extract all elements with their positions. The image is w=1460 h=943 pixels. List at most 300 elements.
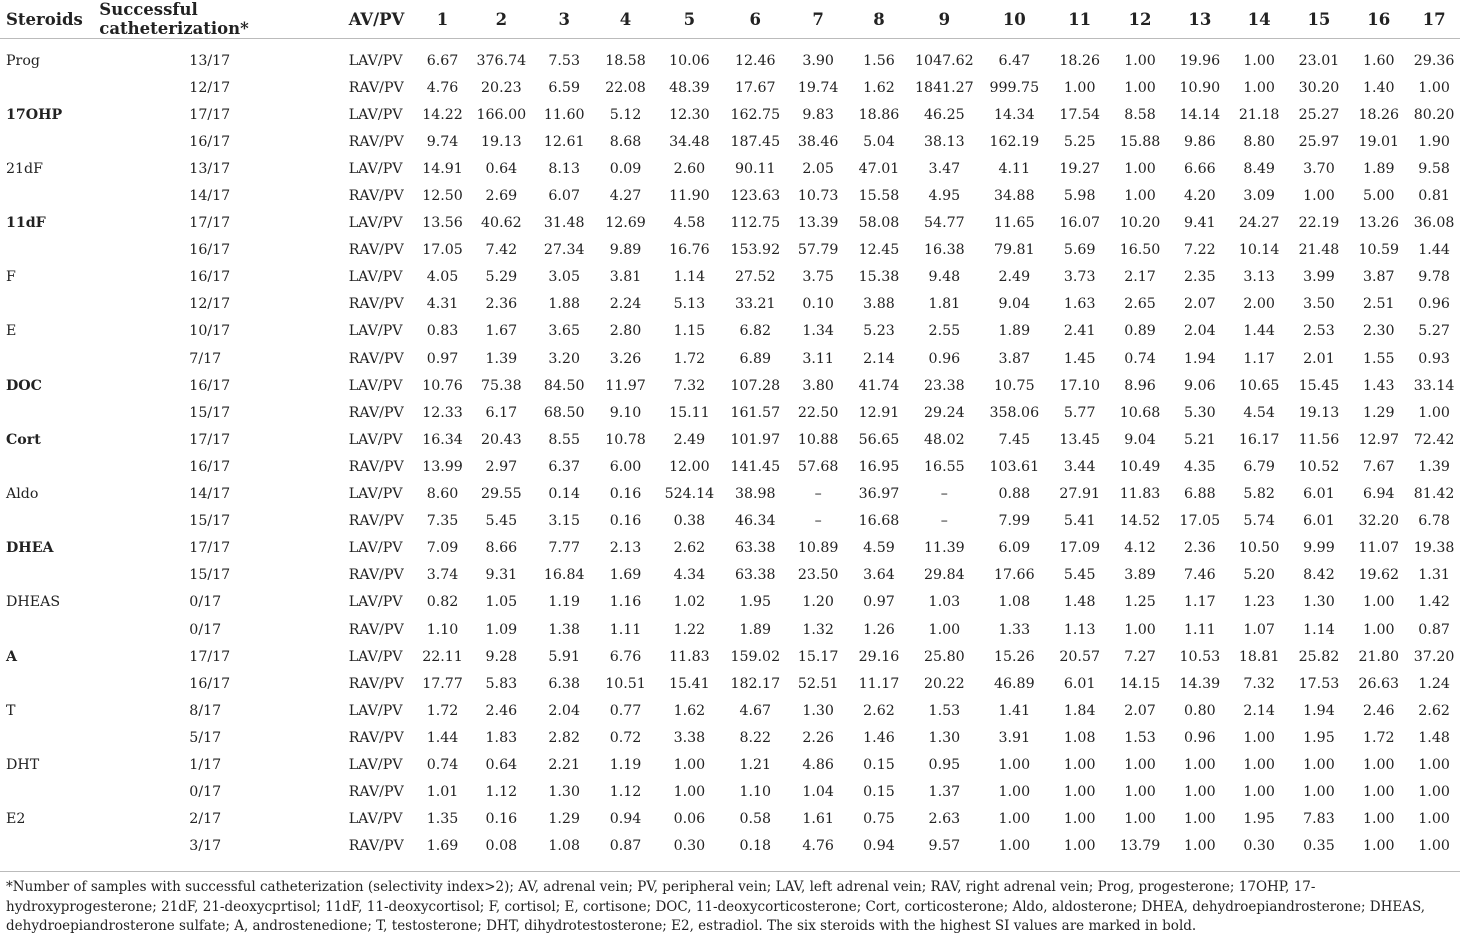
value-cell: 1.00 — [1124, 621, 1156, 638]
value-cell: 1.00 — [1418, 756, 1450, 773]
value-cell: 1.20 — [802, 594, 834, 611]
steroid-name-cell: Prog — [6, 52, 40, 69]
value-cell: 14.14 — [1179, 106, 1221, 123]
value-cell: 2.00 — [1243, 296, 1275, 313]
value-cell: 5.27 — [1418, 323, 1450, 340]
value-cell: 0.94 — [863, 838, 895, 855]
value-cell: 1.38 — [548, 621, 580, 638]
value-cell: 7.53 — [548, 52, 580, 69]
value-cell: 1.00 — [1303, 784, 1335, 801]
value-cell: 101.97 — [730, 431, 781, 448]
value-cell: 3.87 — [998, 350, 1031, 367]
value-cell: 22.08 — [605, 79, 646, 96]
value-cell: 3.91 — [998, 729, 1031, 746]
value-cell: 1.00 — [1243, 79, 1275, 96]
value-cell: 1.00 — [1063, 756, 1096, 773]
value-cell: 0.38 — [673, 513, 706, 530]
value-cell: 0.64 — [485, 756, 518, 773]
value-cell: 1.72 — [1362, 729, 1395, 746]
value-cell: 1.44 — [1243, 323, 1275, 340]
value-cell: 1.04 — [802, 784, 834, 801]
value-cell: 0.95 — [928, 756, 961, 773]
value-cell: 1.00 — [1124, 52, 1156, 69]
table-row — [0, 670, 1460, 697]
table-row — [0, 264, 1460, 291]
column-header: 4 — [595, 0, 656, 39]
value-cell: 3.05 — [548, 269, 580, 286]
value-cell: 162.75 — [730, 106, 781, 123]
catheterization-cell: 17/17 — [189, 431, 231, 448]
value-cell: 1.88 — [548, 296, 580, 313]
value-cell: 9.74 — [426, 133, 459, 150]
value-cell: 5.82 — [1243, 486, 1275, 503]
value-cell: 1.17 — [1243, 350, 1275, 367]
value-cell: 6.76 — [609, 648, 642, 665]
table-row — [0, 508, 1460, 535]
table-row — [0, 399, 1460, 426]
value-cell: 15.88 — [1119, 133, 1161, 150]
value-cell: 0.06 — [673, 811, 706, 828]
value-cell: 6.88 — [1184, 486, 1216, 503]
value-cell: 1.89 — [739, 621, 772, 638]
value-cell: 1.00 — [1243, 756, 1275, 773]
table-footnote: *Number of samples with successful catheterization (selectivity index>2); AV, adrenal vein; PV, peripheral vein; LAV, left adrenal vein; RAV, right adrenal vein; Prog, progesterone; 17OHP, 17-hydroxyprogesterone; 21dF, 21-deoxycprtisol; 11dF, 11-deoxycortisol; F, cortisol; E, cortisone; DOC, 11-deoxycorticosterone; Cort, corticosterone; Aldo, aldosterone; DHEA, dehydroepiandrosterone; DHEAS, dehydroepiandrosterone sulfate; A, androstenedione; T, testosterone; DHT, dihydrotestosterone; E2, estradiol. The six steroids with the highest SI values are marked in bold. — [6, 879, 1426, 934]
catheterization-cell: 1/17 — [189, 756, 222, 773]
value-cell: 2.24 — [609, 296, 642, 313]
value-cell: 1.00 — [1362, 621, 1395, 638]
value-cell: 10.14 — [1238, 242, 1280, 259]
value-cell: 1.39 — [1418, 458, 1450, 475]
value-cell: 187.45 — [730, 133, 781, 150]
value-cell: 1.00 — [998, 756, 1031, 773]
value-cell: 22.19 — [1298, 215, 1340, 232]
column-header: 15 — [1289, 0, 1350, 39]
value-cell: 2.26 — [802, 729, 834, 746]
value-cell: 4.95 — [928, 188, 961, 205]
value-cell: 12.69 — [605, 215, 646, 232]
value-cell: 5.41 — [1063, 513, 1096, 530]
value-cell: 1.15 — [673, 323, 706, 340]
value-cell: 141.45 — [730, 458, 781, 475]
value-cell: 80.20 — [1413, 106, 1455, 123]
value-cell: 15.58 — [858, 188, 900, 205]
value-cell: 10.78 — [605, 431, 646, 448]
avpv-cell: RAV/PV — [348, 188, 404, 205]
value-cell: 10.52 — [1298, 458, 1340, 475]
value-cell: 29.16 — [858, 648, 900, 665]
steroid-name-cell — [0, 508, 95, 535]
value-cell: 29.55 — [481, 486, 522, 503]
value-cell: 162.19 — [989, 133, 1040, 150]
value-cell: 5.00 — [1362, 188, 1395, 205]
steroid-name-cell: 17OHP — [6, 106, 63, 123]
value-cell: 6.89 — [739, 350, 772, 367]
value-cell: 34.48 — [669, 133, 710, 150]
value-cell: 18.26 — [1059, 52, 1100, 69]
value-cell: 0.14 — [548, 486, 580, 503]
catheterization-cell: 16/17 — [189, 133, 231, 150]
value-cell: 17.05 — [422, 242, 463, 259]
value-cell: 5.30 — [1184, 404, 1216, 421]
steroid-name-cell: Aldo — [6, 486, 39, 503]
steroid-name-cell — [0, 453, 95, 480]
value-cell: 1.89 — [1362, 160, 1395, 177]
table-row — [0, 751, 1460, 778]
value-cell: 6.00 — [609, 458, 642, 475]
value-cell: 1.69 — [426, 838, 459, 855]
catheterization-cell: 16/17 — [189, 675, 231, 692]
steroid-name-cell: E2 — [6, 811, 26, 828]
value-cell: 0.81 — [1418, 188, 1450, 205]
value-cell: 0.15 — [863, 784, 895, 801]
value-cell: 6.82 — [739, 323, 772, 340]
column-header: 6 — [723, 0, 788, 39]
avpv-cell: LAV/PV — [348, 594, 403, 611]
value-cell: 0.89 — [1124, 323, 1156, 340]
value-cell: 11.07 — [1358, 540, 1400, 557]
column-header: 17 — [1408, 0, 1460, 39]
value-cell: 11.17 — [858, 675, 900, 692]
catheterization-cell: 13/17 — [189, 160, 231, 177]
table-row — [0, 643, 1460, 670]
avpv-cell: RAV/PV — [348, 729, 404, 746]
value-cell: 5.13 — [673, 296, 706, 313]
value-cell: 5.20 — [1243, 567, 1275, 584]
value-cell: 18.86 — [858, 106, 900, 123]
value-cell: 10.68 — [1119, 404, 1161, 421]
value-cell: 11.83 — [669, 648, 710, 665]
value-cell: 8.42 — [1303, 567, 1335, 584]
value-cell: 22.11 — [422, 648, 463, 665]
table-row — [0, 562, 1460, 589]
column-header: 5 — [656, 0, 723, 39]
value-cell: 1.00 — [1362, 784, 1395, 801]
value-cell: 6.17 — [485, 404, 518, 421]
value-cell: 3.89 — [1124, 567, 1156, 584]
table-row — [0, 128, 1460, 155]
value-cell: 75.38 — [481, 377, 522, 394]
value-cell: 1.61 — [802, 811, 834, 828]
value-cell: 25.82 — [1298, 648, 1340, 665]
value-cell: 1.00 — [1243, 784, 1275, 801]
value-cell: 14.22 — [422, 106, 463, 123]
catheterization-cell: 5/17 — [189, 729, 222, 746]
value-cell: 46.34 — [734, 513, 776, 530]
value-cell: 48.02 — [924, 431, 965, 448]
value-cell: 1.13 — [1063, 621, 1096, 638]
value-cell: 52.51 — [797, 675, 839, 692]
value-cell: 9.58 — [1418, 160, 1450, 177]
value-cell: 1.31 — [1418, 567, 1450, 584]
value-cell: 5.91 — [548, 648, 580, 665]
value-cell: 3.75 — [802, 269, 834, 286]
catheterization-cell: 12/17 — [189, 296, 231, 313]
avpv-cell: LAV/PV — [348, 486, 403, 503]
value-cell: 1.48 — [1063, 594, 1096, 611]
catheterization-cell: 16/17 — [189, 242, 231, 259]
steroid-name-cell: Cort — [6, 431, 41, 448]
value-cell: 3.88 — [863, 296, 895, 313]
value-cell: 9.31 — [485, 567, 518, 584]
value-cell: 12.50 — [422, 188, 463, 205]
value-cell: 21.80 — [1358, 648, 1400, 665]
value-cell: 84.50 — [543, 377, 585, 394]
value-cell: 1.30 — [928, 729, 961, 746]
value-cell: 10.89 — [797, 540, 839, 557]
value-cell: 15.45 — [1298, 377, 1340, 394]
value-cell: 4.59 — [863, 540, 895, 557]
value-cell: 10.90 — [1179, 79, 1221, 96]
value-cell: 1.10 — [426, 621, 459, 638]
value-cell: 11.56 — [1298, 431, 1340, 448]
value-cell: 112.75 — [730, 215, 781, 232]
avpv-cell: RAV/PV — [348, 621, 404, 638]
value-cell: 1.55 — [1362, 350, 1395, 367]
value-cell: 2.53 — [1303, 323, 1335, 340]
value-cell: 8.80 — [1243, 133, 1275, 150]
value-cell: 14.34 — [993, 106, 1035, 123]
value-cell: 1.00 — [1303, 756, 1335, 773]
value-cell: 0.96 — [1418, 296, 1450, 313]
value-cell: 1.29 — [1362, 404, 1395, 421]
value-cell: 7.42 — [485, 242, 518, 259]
value-cell: 4.12 — [1124, 540, 1156, 557]
value-cell: 1.90 — [1418, 133, 1450, 150]
value-cell: 15.17 — [797, 648, 839, 665]
value-cell: 2.30 — [1362, 323, 1395, 340]
value-cell: 2.51 — [1362, 296, 1395, 313]
value-cell: 2.14 — [1243, 702, 1275, 719]
table-row — [0, 210, 1460, 237]
column-header: Successful catheterization* — [95, 0, 344, 39]
value-cell: 4.05 — [426, 269, 459, 286]
value-cell: 4.20 — [1184, 188, 1216, 205]
steroid-name-cell: DOC — [6, 377, 42, 394]
value-cell: 0.58 — [739, 811, 772, 828]
table-row — [0, 589, 1460, 616]
value-cell: 1.00 — [1362, 811, 1395, 828]
value-cell: 47.01 — [858, 160, 900, 177]
catheterization-cell: 0/17 — [189, 621, 222, 638]
value-cell: 2.17 — [1124, 269, 1156, 286]
value-cell: 182.17 — [730, 675, 781, 692]
value-cell: 1.30 — [802, 702, 834, 719]
avpv-cell: LAV/PV — [348, 52, 403, 69]
value-cell: 12.30 — [669, 106, 710, 123]
value-cell: 5.29 — [485, 269, 518, 286]
value-cell: 15.26 — [993, 648, 1035, 665]
value-cell: 0.96 — [1184, 729, 1216, 746]
catheterization-cell: 17/17 — [189, 540, 231, 557]
value-cell: 1.00 — [1063, 784, 1096, 801]
value-cell: 8.49 — [1243, 160, 1275, 177]
avpv-cell: LAV/PV — [348, 269, 403, 286]
value-cell: 63.38 — [734, 567, 776, 584]
value-cell: 6.67 — [426, 52, 459, 69]
column-header: 9 — [909, 0, 979, 39]
value-cell: 1.05 — [485, 594, 518, 611]
value-cell: 4.58 — [673, 215, 706, 232]
value-cell: 3.74 — [426, 567, 459, 584]
value-cell: 13.45 — [1059, 431, 1100, 448]
steroid-name-cell — [0, 237, 95, 264]
steroid-name-cell: DHT — [6, 756, 40, 773]
value-cell: 1.01 — [426, 784, 459, 801]
value-cell: 7.99 — [998, 513, 1031, 530]
value-cell: 8.66 — [485, 540, 518, 557]
value-cell: 4.54 — [1243, 404, 1275, 421]
value-cell: 2.55 — [928, 323, 961, 340]
catheterization-cell: 13/17 — [189, 52, 231, 69]
value-cell: 1.11 — [609, 621, 642, 638]
value-cell: 1.45 — [1063, 350, 1096, 367]
value-cell: 6.78 — [1418, 513, 1450, 530]
avpv-cell: LAV/PV — [348, 377, 403, 394]
value-cell: 16.17 — [1238, 431, 1280, 448]
steroid-name-cell — [0, 779, 95, 806]
value-cell: 6.66 — [1184, 160, 1216, 177]
value-cell: 17.05 — [1179, 513, 1221, 530]
value-cell: 0.30 — [673, 838, 706, 855]
table-row — [0, 535, 1460, 562]
column-header: 16 — [1349, 0, 1408, 39]
value-cell: 6.79 — [1243, 458, 1275, 475]
table-row — [0, 155, 1460, 182]
value-cell: 14.52 — [1119, 513, 1161, 530]
value-cell: 20.57 — [1059, 648, 1100, 665]
value-cell: 2.35 — [1184, 269, 1216, 286]
value-cell: 5.45 — [485, 513, 518, 530]
avpv-cell: RAV/PV — [348, 458, 404, 475]
value-cell: 6.01 — [1303, 513, 1335, 530]
table-row — [0, 453, 1460, 480]
value-cell: 19.96 — [1179, 52, 1221, 69]
value-cell: 4.34 — [673, 567, 706, 584]
catheterization-cell: 17/17 — [189, 215, 231, 232]
table-row — [0, 74, 1460, 101]
avpv-cell: LAV/PV — [348, 702, 403, 719]
value-cell: 16.76 — [669, 242, 710, 259]
catheterization-cell: 14/17 — [189, 486, 231, 503]
value-cell: 0.09 — [609, 160, 642, 177]
value-cell: 3.70 — [1303, 160, 1335, 177]
avpv-cell: RAV/PV — [348, 296, 404, 313]
steroid-name-cell: E — [6, 323, 17, 340]
value-cell: 0.82 — [426, 594, 459, 611]
value-cell: 1.08 — [548, 838, 580, 855]
value-cell: 18.26 — [1358, 106, 1400, 123]
value-cell: 9.78 — [1418, 269, 1450, 286]
value-cell: 1.09 — [485, 621, 518, 638]
value-cell: 57.79 — [797, 242, 839, 259]
steroid-name-cell — [0, 128, 95, 155]
value-cell: 13.26 — [1358, 215, 1400, 232]
value-cell: 3.65 — [548, 323, 580, 340]
value-cell: 2.41 — [1063, 323, 1096, 340]
value-cell: 19.62 — [1358, 567, 1400, 584]
value-cell: 1.00 — [1063, 811, 1096, 828]
value-cell: 0.16 — [485, 811, 518, 828]
value-cell: 1.00 — [998, 784, 1031, 801]
steroid-name-cell — [0, 670, 95, 697]
value-cell: 19.13 — [481, 133, 522, 150]
value-cell: 1.08 — [998, 594, 1031, 611]
value-cell: 14.15 — [1119, 675, 1161, 692]
avpv-cell: LAV/PV — [348, 431, 403, 448]
value-cell: 1.39 — [485, 350, 518, 367]
value-cell: 3.47 — [928, 160, 961, 177]
value-cell: 2.49 — [998, 269, 1031, 286]
value-cell: 10.50 — [1238, 540, 1280, 557]
value-cell: 1.40 — [1362, 79, 1395, 96]
value-cell: 9.86 — [1184, 133, 1216, 150]
value-cell: 63.38 — [734, 540, 776, 557]
value-cell: 10.20 — [1119, 215, 1161, 232]
column-header: 3 — [533, 0, 595, 39]
value-cell: 1.00 — [1418, 404, 1450, 421]
value-cell: 1.03 — [928, 594, 961, 611]
value-cell: 2.07 — [1124, 702, 1156, 719]
value-cell: 1.00 — [1184, 784, 1216, 801]
catheterization-cell: 15/17 — [189, 567, 231, 584]
value-cell: 38.13 — [924, 133, 965, 150]
value-cell: 0.94 — [609, 811, 642, 828]
value-cell: 3.38 — [673, 729, 706, 746]
value-cell: 2.13 — [609, 540, 642, 557]
value-cell: 25.27 — [1298, 106, 1340, 123]
value-cell: 23.38 — [924, 377, 965, 394]
value-cell: 7.77 — [548, 540, 580, 557]
value-cell: 40.62 — [481, 215, 522, 232]
table-row — [0, 237, 1460, 264]
value-cell: – — [814, 486, 822, 503]
value-cell: 10.49 — [1119, 458, 1161, 475]
table-row — [0, 101, 1460, 128]
value-cell: 11.90 — [669, 188, 710, 205]
column-header: 13 — [1170, 0, 1230, 39]
value-cell: 5.77 — [1063, 404, 1096, 421]
value-cell: 1.25 — [1124, 594, 1156, 611]
value-cell: 1.67 — [485, 323, 518, 340]
value-cell: 2.80 — [609, 323, 642, 340]
value-cell: 3.80 — [802, 377, 834, 394]
value-cell: 29.24 — [924, 404, 965, 421]
value-cell: 11.60 — [543, 106, 585, 123]
value-cell: 10.65 — [1238, 377, 1280, 394]
value-cell: 1.00 — [1063, 79, 1096, 96]
value-cell: 12.61 — [543, 133, 585, 150]
value-cell: 9.57 — [928, 838, 961, 855]
value-cell: 2.04 — [548, 702, 580, 719]
avpv-cell: RAV/PV — [348, 513, 404, 530]
value-cell: 2.63 — [928, 811, 961, 828]
value-cell: 0.10 — [802, 296, 834, 313]
table-body — [0, 39, 1460, 860]
value-cell: 1.00 — [1362, 838, 1395, 855]
value-cell: 2.05 — [802, 160, 834, 177]
value-cell: 25.97 — [1298, 133, 1340, 150]
value-cell: 2.21 — [548, 756, 580, 773]
value-cell: 8.55 — [548, 431, 580, 448]
value-cell: 1.48 — [1418, 729, 1450, 746]
table-row — [0, 779, 1460, 806]
steroid-name-cell — [0, 74, 95, 101]
value-cell: 7.32 — [1243, 675, 1275, 692]
value-cell: 0.64 — [485, 160, 518, 177]
value-cell: 2.14 — [863, 350, 895, 367]
value-cell: 7.35 — [426, 513, 459, 530]
column-header: AV/PV — [345, 0, 416, 39]
